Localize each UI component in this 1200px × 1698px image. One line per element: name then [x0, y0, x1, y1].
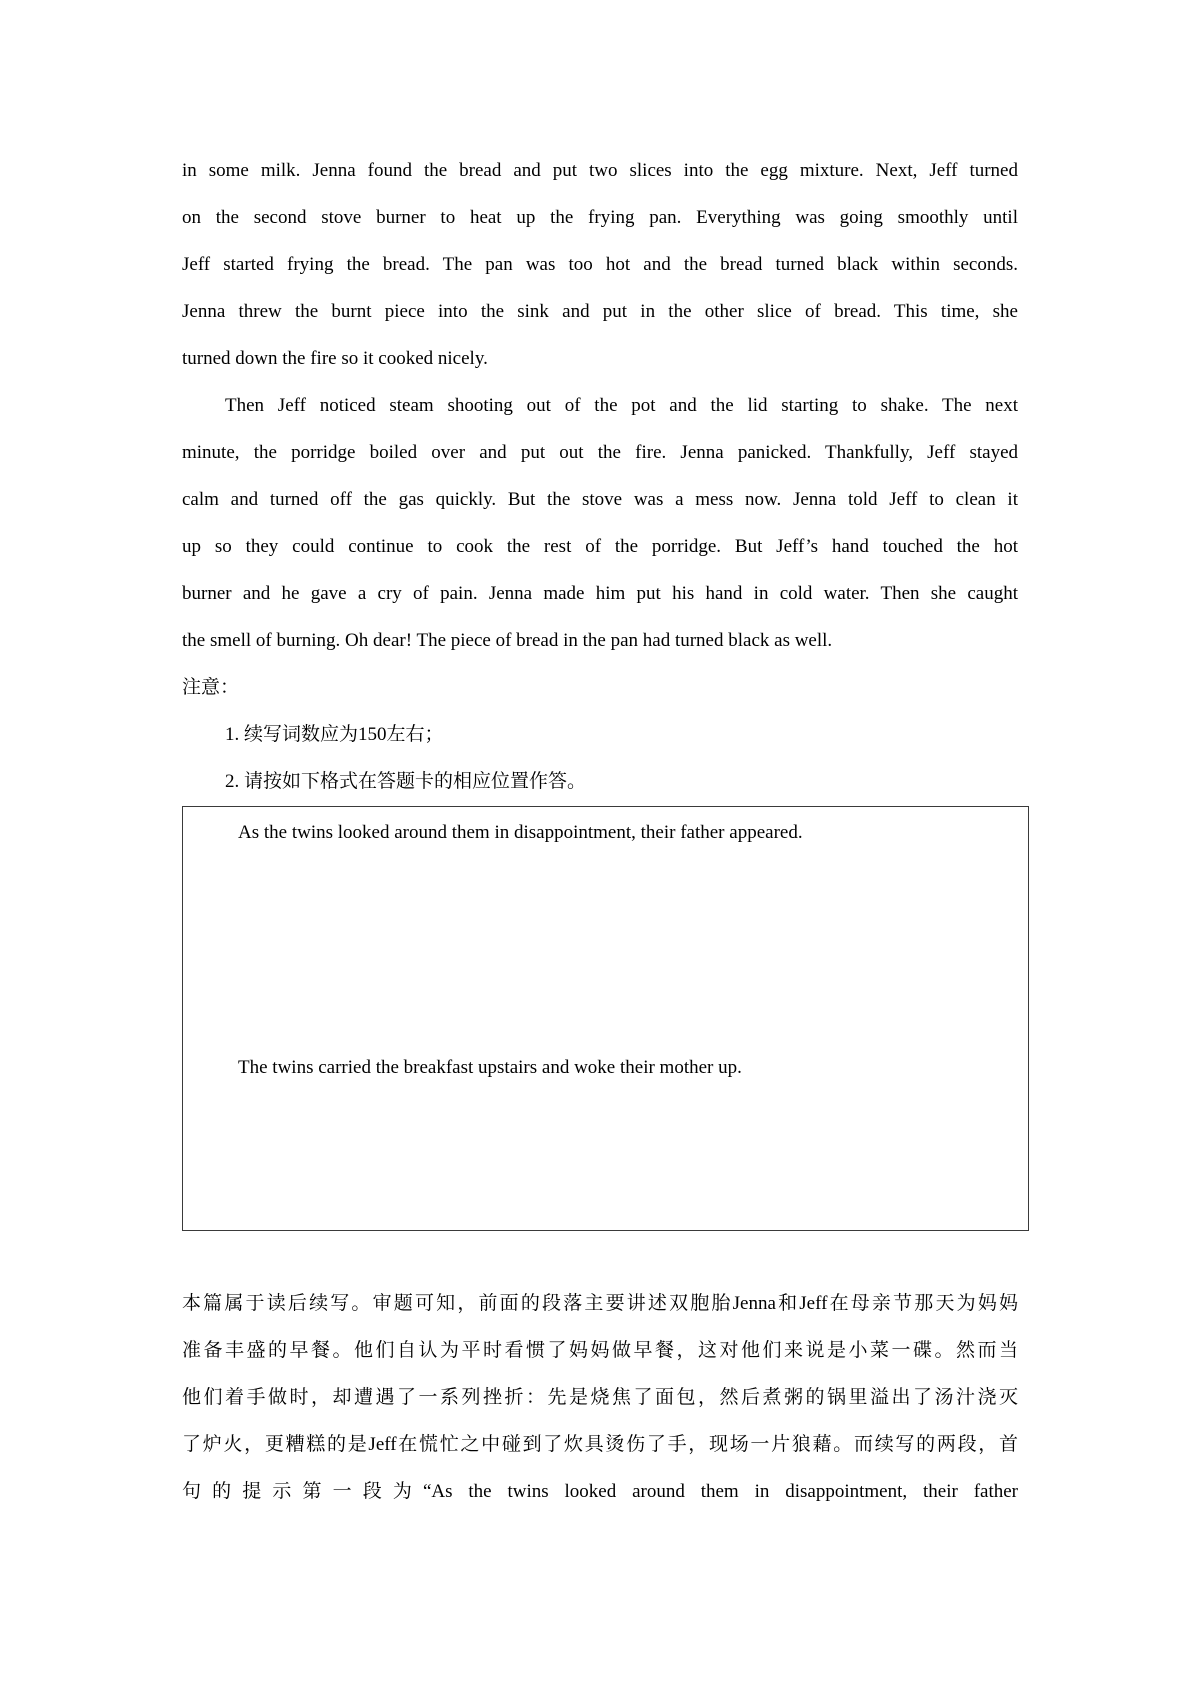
analysis-line: 本篇属于读后续写。审题可知，前面的段落主要讲述双胞胎Jenna和Jeff在母亲节那天为妈妈: [182, 1293, 1018, 1314]
answer-box-first-sentence: As the twins looked around them in disappointment, their father appeared.: [238, 822, 803, 843]
passage-line: Then Jeff noticed steam shooting out of the pot and the lid starting to shake. The next: [225, 395, 1018, 416]
passage-paragraph-2: [182, 382, 1018, 664]
notes-section: [182, 664, 1018, 805]
answer-box-second-sentence: The twins carried the breakfast upstairs and woke their mother up.: [238, 1057, 742, 1078]
analysis-paragraph: [182, 1280, 1018, 1515]
note-item: 1. 续写词数应为150左右；: [225, 724, 444, 745]
passage-line: burner and he gave a cry of pain. Jenna made him put his hand in cold water. Then she caught: [182, 583, 1018, 604]
analysis-line: 句的提示第一段为“As the twins looked around them in disappointment, their father: [182, 1481, 1018, 1502]
passage-line: the smell of burning. Oh dear! The piece of bread in the pan had turned black as well.: [182, 630, 833, 651]
note-item: 2. 请按如下格式在答题卡的相应位置作答。: [225, 771, 587, 792]
analysis-line: 了炉火，更糟糕的是Jeff在慌忙之中碰到了炊具烫伤了手，现场一片狼藉。而续写的两段，首: [182, 1434, 1018, 1455]
passage-line: up so they could continue to cook the rest of the porridge. But Jeff’s hand touched the hot: [182, 536, 1018, 557]
passage-and-notes: [182, 147, 1018, 805]
passage-line: on the second stove burner to heat up the frying pan. Everything was going smoothly until: [182, 207, 1018, 228]
passage-line: Jenna threw the burnt piece into the sink and put in the other slice of bread. This time, she: [182, 301, 1018, 322]
passage-line: in some milk. Jenna found the bread and put two slices into the egg mixture. Next, Jeff turned: [182, 160, 1018, 181]
notes-heading: 注意：: [182, 677, 240, 698]
passage-line: calm and turned off the gas quickly. But the stove was a mess now. Jenna told Jeff to clean it: [182, 489, 1018, 510]
passage-paragraph-1: [182, 147, 1018, 382]
answer-box: [182, 806, 1029, 1231]
passage-line: minute, the porridge boiled over and put out the fire. Jenna panicked. Thankfully, Jeff stayed: [182, 442, 1018, 463]
analysis-line: 准备丰盛的早餐。他们自认为平时看惯了妈妈做早餐，这对他们来说是小菜一碟。然而当: [182, 1340, 1018, 1361]
analysis-line: 他们着手做时，却遭遇了一系列挫折：先是烧焦了面包，然后煮粥的锅里溢出了汤汁浇灭: [182, 1387, 1018, 1408]
passage-line: turned down the fire so it cooked nicely.: [182, 348, 488, 369]
passage-line: Jeff started frying the bread. The pan was too hot and the bread turned black within seconds.: [182, 254, 1018, 275]
